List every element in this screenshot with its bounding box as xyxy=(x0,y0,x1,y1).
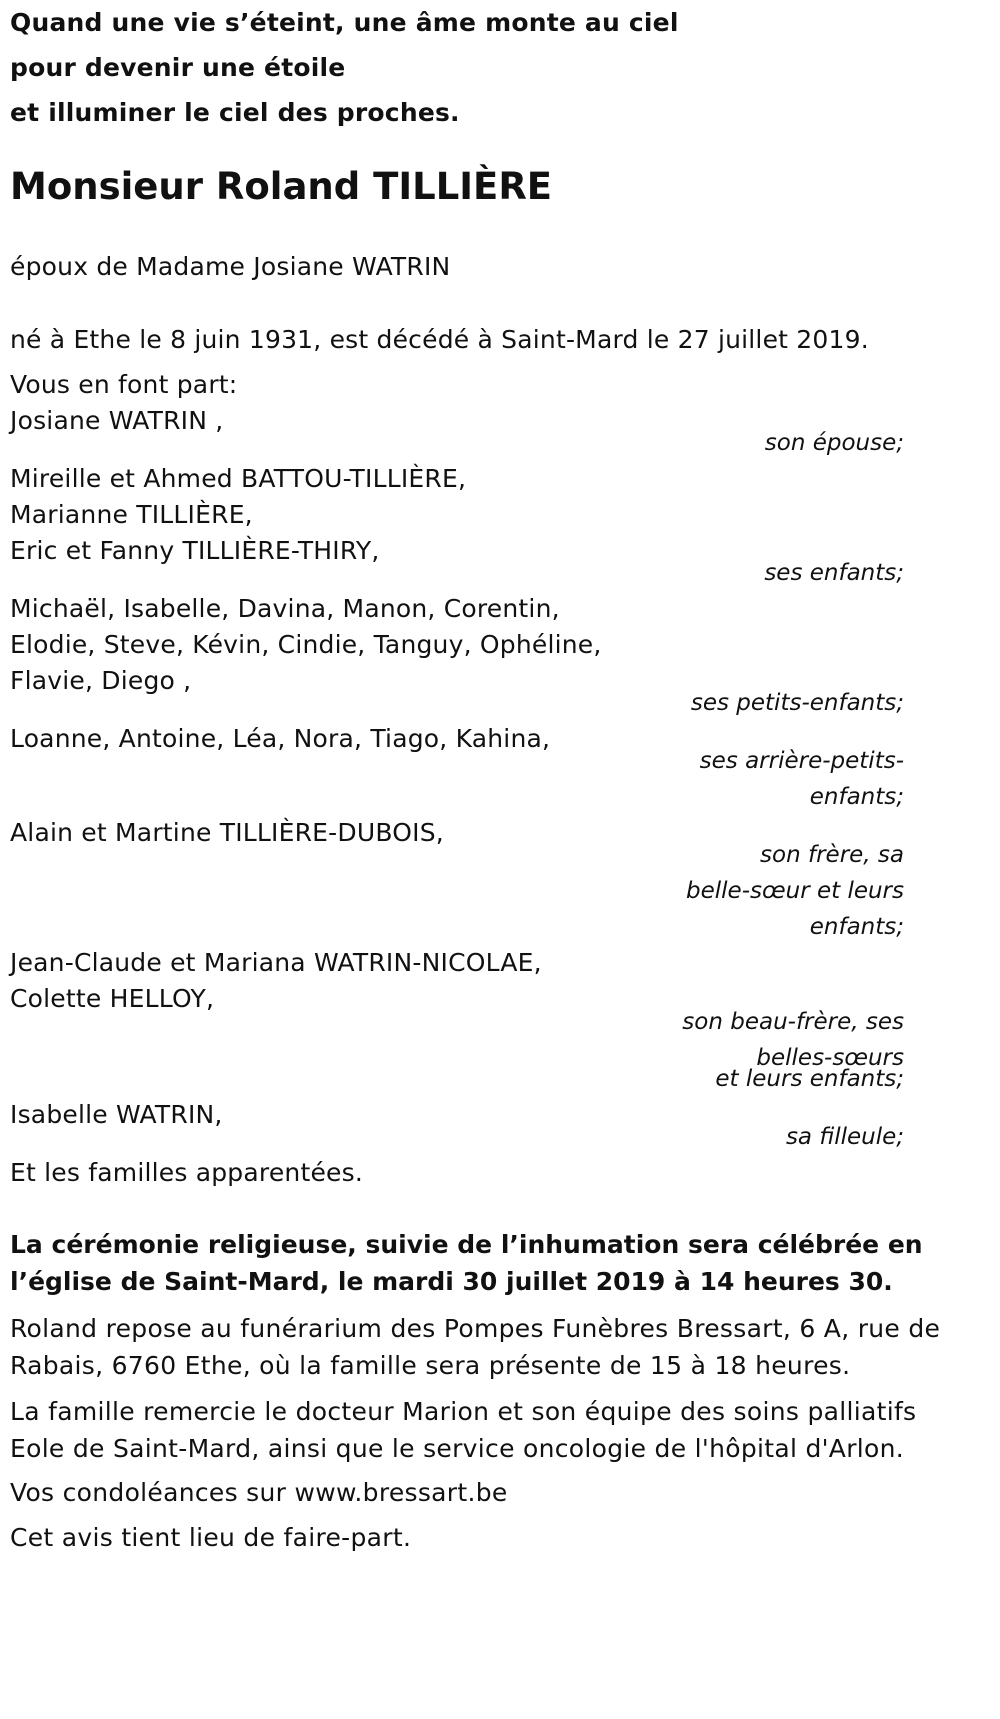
family-name-frere: Alain et Martine TILLIÈRE-DUBOIS, xyxy=(10,818,444,847)
family-name-enfant-1: Mireille et Ahmed BATTOU-TILLIÈRE, xyxy=(10,464,467,493)
poem-line-3: et illuminer le ciel des proches. xyxy=(10,98,460,127)
family-name-beaux-2: Colette HELLOY, xyxy=(10,984,215,1013)
family-name-filleule: Isabelle WATRIN, xyxy=(10,1100,223,1129)
thanks-line-2: Eole de Saint-Mard, ainsi que le service oncologie de l'hôpital d'Arlon. xyxy=(10,1434,904,1463)
family-name-beaux-1: Jean-Claude et Mariana WATRIN-NICOLAE, xyxy=(10,948,542,977)
deceased-name: Monsieur Roland TILLIÈRE xyxy=(10,165,553,208)
poem-line-2: pour devenir une étoile xyxy=(10,53,346,82)
thanks-line-1: La famille remercie le docteur Marion et son équipe des soins palliatifs xyxy=(10,1397,917,1426)
funerarium-line-2: Rabais, 6760 Ethe, où la famille sera présente de 15 à 18 heures. xyxy=(10,1351,851,1380)
ceremony-line-2: l’église de Saint-Mard, le mardi 30 juillet 2019 à 14 heures 30. xyxy=(10,1267,893,1296)
family-name-arriere-petits-enfants: Loanne, Antoine, Léa, Nora, Tiago, Kahina, xyxy=(10,724,551,753)
family-role-epouse: son épouse; xyxy=(764,430,904,456)
funerarium-line-1: Roland repose au funérarium des Pompes Funèbres Bressart, 6 A, rue de xyxy=(10,1314,941,1343)
family-role-beaux-1: son beau-frère, ses xyxy=(682,1009,904,1035)
poem-line-1: Quand une vie s’éteint, une âme monte au ciel xyxy=(10,8,679,37)
family-role-filleule: sa filleule; xyxy=(785,1124,904,1150)
spouse-line: époux de Madame Josiane WATRIN xyxy=(10,252,451,281)
family-name-petits-enfants-1: Michaël, Isabelle, Davina, Manon, Corentin, xyxy=(10,594,560,623)
family-name-petits-enfants-3: Flavie, Diego , xyxy=(10,666,192,695)
family-role-enfants: ses enfants; xyxy=(764,560,904,586)
family-role-frere-2: belle-sœur et leurs xyxy=(686,878,904,904)
family-role-arriere-2: enfants; xyxy=(809,784,904,810)
family-role-beaux-3: et leurs enfants; xyxy=(715,1066,904,1092)
family-role-petits-enfants: ses petits-enfants; xyxy=(690,690,904,716)
family-name-enfant-3: Eric et Fanny TILLIÈRE-THIRY, xyxy=(10,536,380,565)
faire-part-line: Cet avis tient lieu de faire-part. xyxy=(10,1523,412,1552)
ceremony-line-1: La cérémonie religieuse, suivie de l’inhumation sera célébrée en xyxy=(10,1230,923,1259)
familles-apparentees: Et les familles apparentées. xyxy=(10,1158,363,1187)
family-role-frere-3: enfants; xyxy=(809,914,904,940)
family-role-frere-1: son frère, sa xyxy=(760,842,904,868)
announce-intro: Vous en font part: xyxy=(10,370,238,399)
family-name-enfant-2: Marianne TILLIÈRE, xyxy=(10,500,253,529)
family-name-petits-enfants-2: Elodie, Steve, Kévin, Cindie, Tanguy, Ophéline, xyxy=(10,630,602,659)
birth-death-line: né à Ethe le 8 juin 1931, est décédé à Saint-Mard le 27 juillet 2019. xyxy=(10,325,869,354)
family-role-arriere-1: ses arrière-petits- xyxy=(699,748,904,774)
condolences-line: Vos condoléances sur www.bressart.be xyxy=(10,1478,508,1507)
family-role-beaux-2: belles-sœurs xyxy=(756,1045,904,1071)
family-name-epouse: Josiane WATRIN , xyxy=(10,406,224,435)
